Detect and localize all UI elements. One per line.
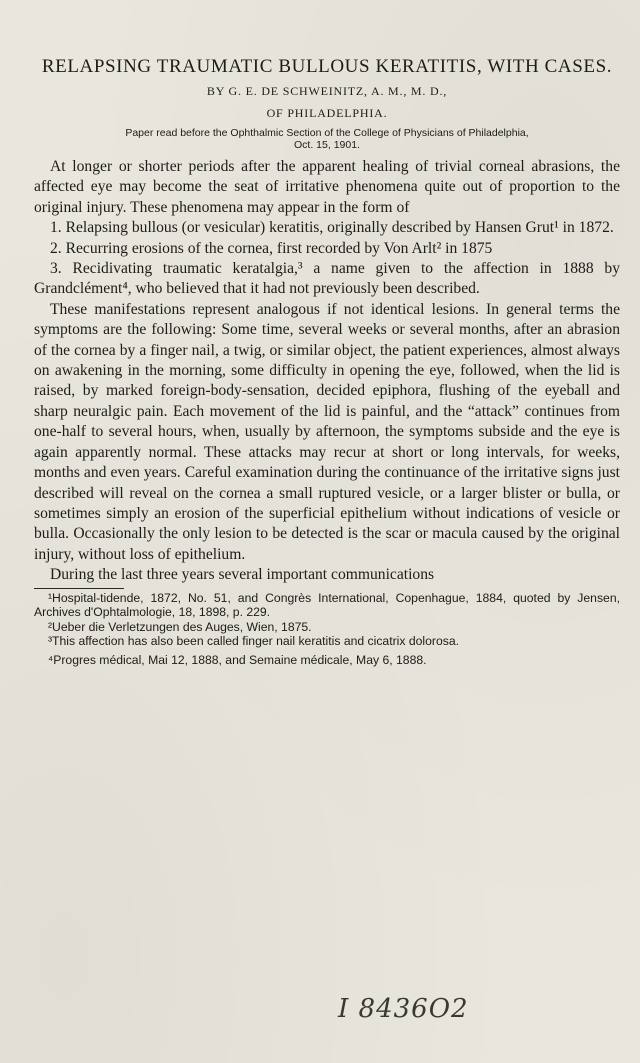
footnotes (34, 591, 620, 668)
list-item: 2. Recurring erosions of the cornea, first recorded by Von Arlt² in 1875 (50, 239, 493, 257)
footnote: ¹Hospital-tidende, 1872, No. 51, and Congrès International, Copenhague, 1884, quoted by Jensen, Archives d'Ophtalmologie, 18, 1898, p. 229. (34, 590, 620, 620)
presentation-note: Paper read before the Ophthalmic Section of the College of Physicians of Philadelphia, (125, 127, 529, 139)
article-title: RELAPSING TRAUMATIC BULLOUS KERATITIS, WITH CASES. (41, 56, 613, 77)
footnote: ³This affection has also been called finger nail keratitis and cicatrix dolorosa. (48, 634, 459, 649)
list-item: 1. Relapsing bullous (or vesicular) keratitis, originally described by Hansen Grut¹ in 1872. (50, 219, 614, 237)
body-paragraph: At longer or shorter periods after the apparent healing of trivial corneal abrasions, the affected eye may become the seat of irritative phenomena quite out of proportion to the original injury. These phenomena may appear in the form of (34, 158, 620, 216)
list-item: 3. Recidivating traumatic keratalgia,³ a name given to the affection in 1888 by Grandclément⁴, who believed that it had not previously been described. (34, 260, 620, 298)
article-body (34, 157, 620, 586)
footnote: ²Ueber die Verletzungen des Auges, Wien, 1875. (48, 619, 312, 634)
body-paragraph: During the last three years several important communications (50, 566, 435, 584)
author-byline: BY G. E. DE SCHWEINITZ, A. M., M. D., (206, 84, 448, 98)
author-place: OF PHILADELPHIA. (266, 106, 388, 120)
presentation-date: Oct. 15, 1901. (294, 139, 360, 151)
footnote-divider (34, 588, 124, 589)
article (34, 56, 620, 668)
footnote: ⁴Progres médical, Mai 12, 1888, and Semaine médicale, May 6, 1888. (48, 652, 427, 667)
handwritten-accession-mark: I 8436O2 (338, 994, 469, 1024)
body-paragraph: These manifestations represent analogous if not identical lesions. In general terms the symptoms are the following: Some time, several weeks or several months, after an abrasion of the cornea by a finger nail, a twig, or similar object, the patient experiences, almost always on awakening in the morning, some difficulty in opening the eye, followed, when the lid is raised, by marked foreign-body-sensation, decided epiphora, flushing of the eyeball and sharp neuralgic pain. Each movement of the lid is painful, and the “attack” continues from one-half to several hours, when, usually by afternoon, the symptoms subside and the eye is again apparently normal. These attacks may recur at short or long intervals, for weeks, months and even years. Careful examination during the continuance of the irritative signs just described will reveal on the cornea a small ruptured vesicle, or a larger blister or bulla, or sometimes simply an erosion of the superficial epithelium without indications of vesicle or bulla. Occasionally the only lesion to be detected is the scar or macula caused by the original injury, without loss of epithelium. (34, 300, 620, 563)
